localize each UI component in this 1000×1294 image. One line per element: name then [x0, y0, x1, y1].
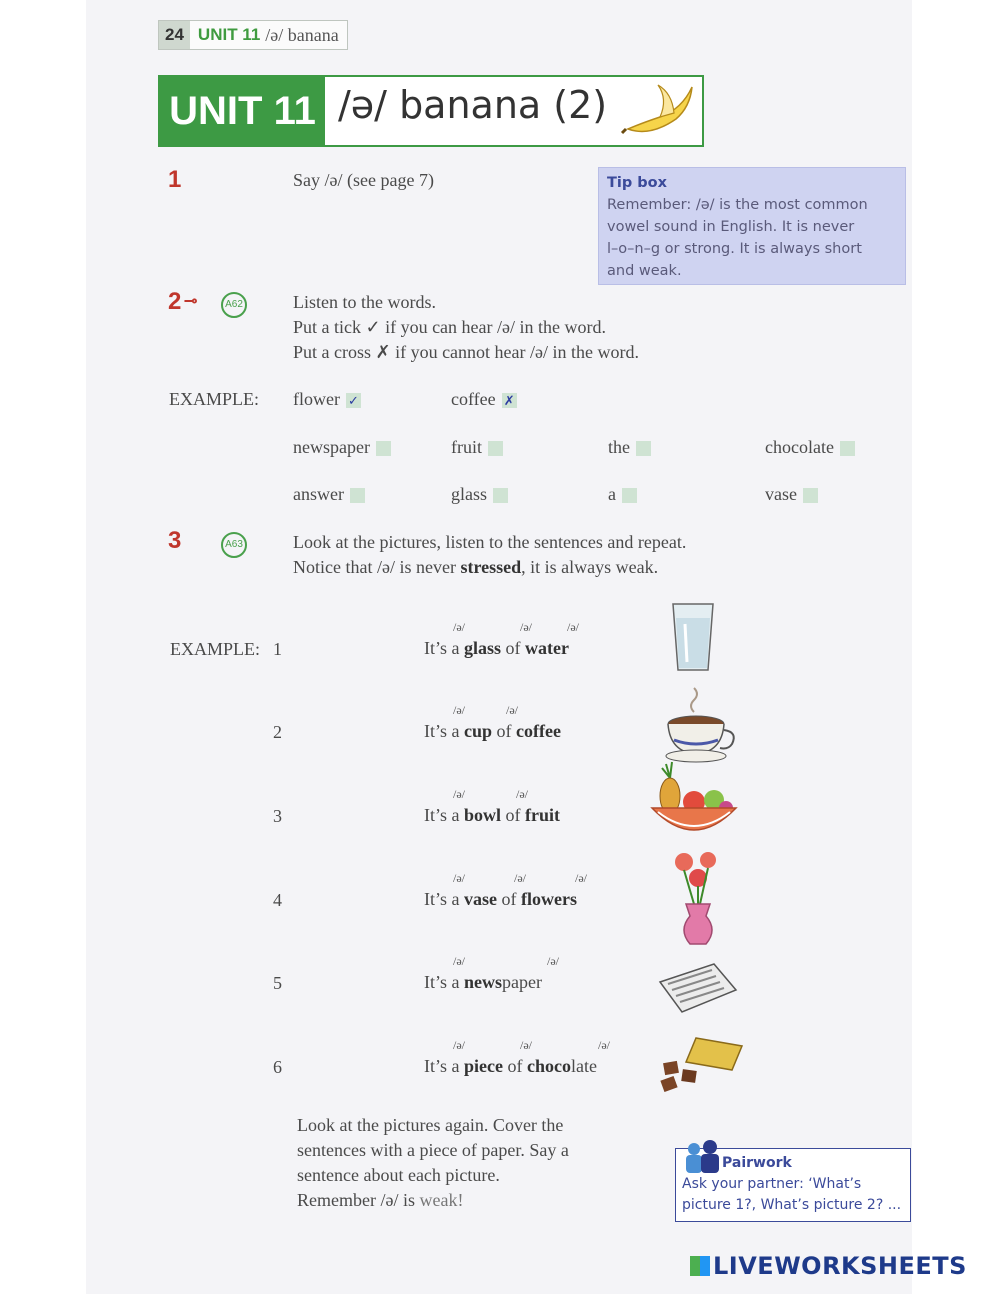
answer-box[interactable] — [636, 441, 651, 456]
word-label: flower — [293, 389, 340, 409]
answer-box[interactable] — [840, 441, 855, 456]
answer-box[interactable] — [622, 488, 637, 503]
liveworksheets-logo — [690, 1252, 967, 1280]
instruction-line: Put a tick ✓ if you can hear /ə/ in the word. — [293, 317, 606, 337]
schwa-mark: /ə/ — [514, 871, 526, 885]
tip-line: Remember: /ə/ is the most common — [607, 197, 868, 213]
word-item — [451, 482, 508, 507]
word-label: answer — [293, 484, 344, 504]
key-icon: ⊸ — [184, 293, 198, 310]
schwa-mark: /ə/ — [453, 954, 465, 968]
audio-cd-icon[interactable]: A62 — [221, 292, 247, 318]
schwa-mark: /ə/ — [598, 1038, 610, 1052]
schwa-mark: /ə/ — [516, 787, 528, 801]
logo-icon — [690, 1256, 710, 1276]
cross-box: ✗ — [502, 393, 517, 408]
schwa-mark: /ə/ — [567, 620, 579, 634]
audio-cd-icon[interactable]: A63 — [221, 532, 247, 558]
item-number: 3 — [273, 806, 282, 826]
tip-box — [598, 167, 906, 285]
word-item — [608, 482, 637, 507]
vase-of-flowers-icon — [668, 850, 728, 950]
section-3-instructions — [293, 530, 686, 580]
logo-text: LIVEWORKSHEETS — [713, 1252, 967, 1280]
section-1-number: 1 — [168, 166, 182, 193]
running-header — [158, 20, 348, 50]
word-label: fruit — [451, 437, 482, 457]
schwa-mark: /ə/ — [547, 954, 559, 968]
word-label: coffee — [451, 389, 496, 409]
instruction-line: Put a cross ✗ if you cannot hear /ə/ in the word. — [293, 342, 639, 362]
schwa-mark: /ə/ — [520, 1038, 532, 1052]
sentence: It’s a bowl of fruit — [424, 805, 561, 825]
unit-subtitle: /ə/ banana (2) — [338, 83, 608, 127]
word-label: chocolate — [765, 437, 834, 457]
example-label: EXAMPLE: — [170, 639, 260, 659]
tip-line: l–o–n–g or strong. It is always short — [607, 241, 862, 257]
tick-box: ✓ — [346, 393, 361, 408]
section-2-number: 2 — [168, 288, 182, 315]
word-item — [608, 435, 651, 460]
word-item — [765, 482, 818, 507]
answer-box[interactable] — [493, 488, 508, 503]
sentence: It’s a glass of water — [424, 638, 569, 658]
schwa-mark: /ə/ — [453, 703, 465, 717]
word-label: the — [608, 437, 630, 457]
sentence: It’s a newspaper — [424, 972, 542, 992]
example-label: EXAMPLE: — [169, 389, 259, 409]
schwa-mark: /ə/ — [453, 620, 465, 634]
item-number: 4 — [273, 890, 282, 910]
unit-title: UNIT 11 — [160, 77, 325, 145]
item-number: 5 — [273, 973, 282, 993]
word-item — [293, 482, 365, 507]
section-3-number: 3 — [168, 527, 182, 554]
schwa-mark: /ə/ — [506, 703, 518, 717]
word-label: glass — [451, 484, 487, 504]
example-word — [451, 387, 517, 412]
pairwork-box — [675, 1148, 911, 1222]
schwa-mark: /ə/ — [453, 871, 465, 885]
instruction-line: sentences with a piece of paper. Say a — [297, 1140, 569, 1160]
pairwork-line: Ask your partner: ‘What’s — [682, 1176, 862, 1192]
page-number: 24 — [159, 21, 190, 49]
section-1-instruction: Say /ə/ (see page 7) — [293, 170, 434, 190]
item-number: 6 — [273, 1057, 282, 1077]
chocolate-icon — [656, 1032, 750, 1092]
answer-box[interactable] — [350, 488, 365, 503]
unit-title-box — [158, 75, 704, 147]
instruction-line: Look at the pictures, listen to the sentences and repeat. — [293, 532, 687, 552]
cup-of-coffee-icon — [662, 684, 742, 764]
tip-line: vowel sound in English. It is never — [607, 219, 855, 235]
header-topic: /ə/ banana — [265, 24, 339, 45]
answer-box[interactable] — [488, 441, 503, 456]
schwa-mark: /ə/ — [453, 1038, 465, 1052]
answer-box[interactable] — [376, 441, 391, 456]
instruction-line: Remember /ə/ is weak! — [297, 1190, 464, 1210]
word-item — [765, 435, 855, 460]
example-word — [293, 387, 361, 412]
schwa-mark: /ə/ — [575, 871, 587, 885]
tip-line: and weak. — [607, 263, 682, 279]
sentence: It’s a cup of coffee — [424, 721, 561, 741]
word-label: newspaper — [293, 437, 370, 457]
item-number: 1 — [273, 639, 282, 659]
sentence: It’s a vase of flowers — [424, 889, 577, 909]
sentence: It’s a piece of chocolate — [424, 1056, 597, 1076]
item-number: 2 — [273, 722, 282, 742]
word-item — [451, 435, 503, 460]
schwa-mark: /ə/ — [453, 787, 465, 801]
word-item — [293, 435, 391, 460]
newspaper-icon — [654, 960, 740, 1020]
final-instruction — [297, 1113, 569, 1213]
section-2-instructions — [293, 290, 639, 365]
people-icon — [682, 1139, 722, 1173]
glass-of-water-icon — [668, 600, 718, 675]
instruction-line: Notice that /ə/ is never stressed, it is always weak. — [293, 557, 659, 577]
tip-title: Tip box — [607, 175, 667, 191]
bowl-of-fruit-icon — [648, 760, 740, 840]
answer-box[interactable] — [803, 488, 818, 503]
header-unit: UNIT 11 — [197, 25, 261, 44]
schwa-mark: /ə/ — [520, 620, 532, 634]
pairwork-title: Pairwork — [722, 1155, 792, 1171]
instruction-line: Look at the pictures again. Cover the — [297, 1115, 564, 1135]
instruction-line: Listen to the words. — [293, 292, 436, 312]
instruction-line: sentence about each picture. — [297, 1165, 500, 1185]
word-label: a — [608, 484, 616, 504]
word-label: vase — [765, 484, 797, 504]
banana-icon — [620, 79, 698, 141]
pairwork-line: picture 1?, What’s picture 2? ... — [682, 1197, 902, 1213]
